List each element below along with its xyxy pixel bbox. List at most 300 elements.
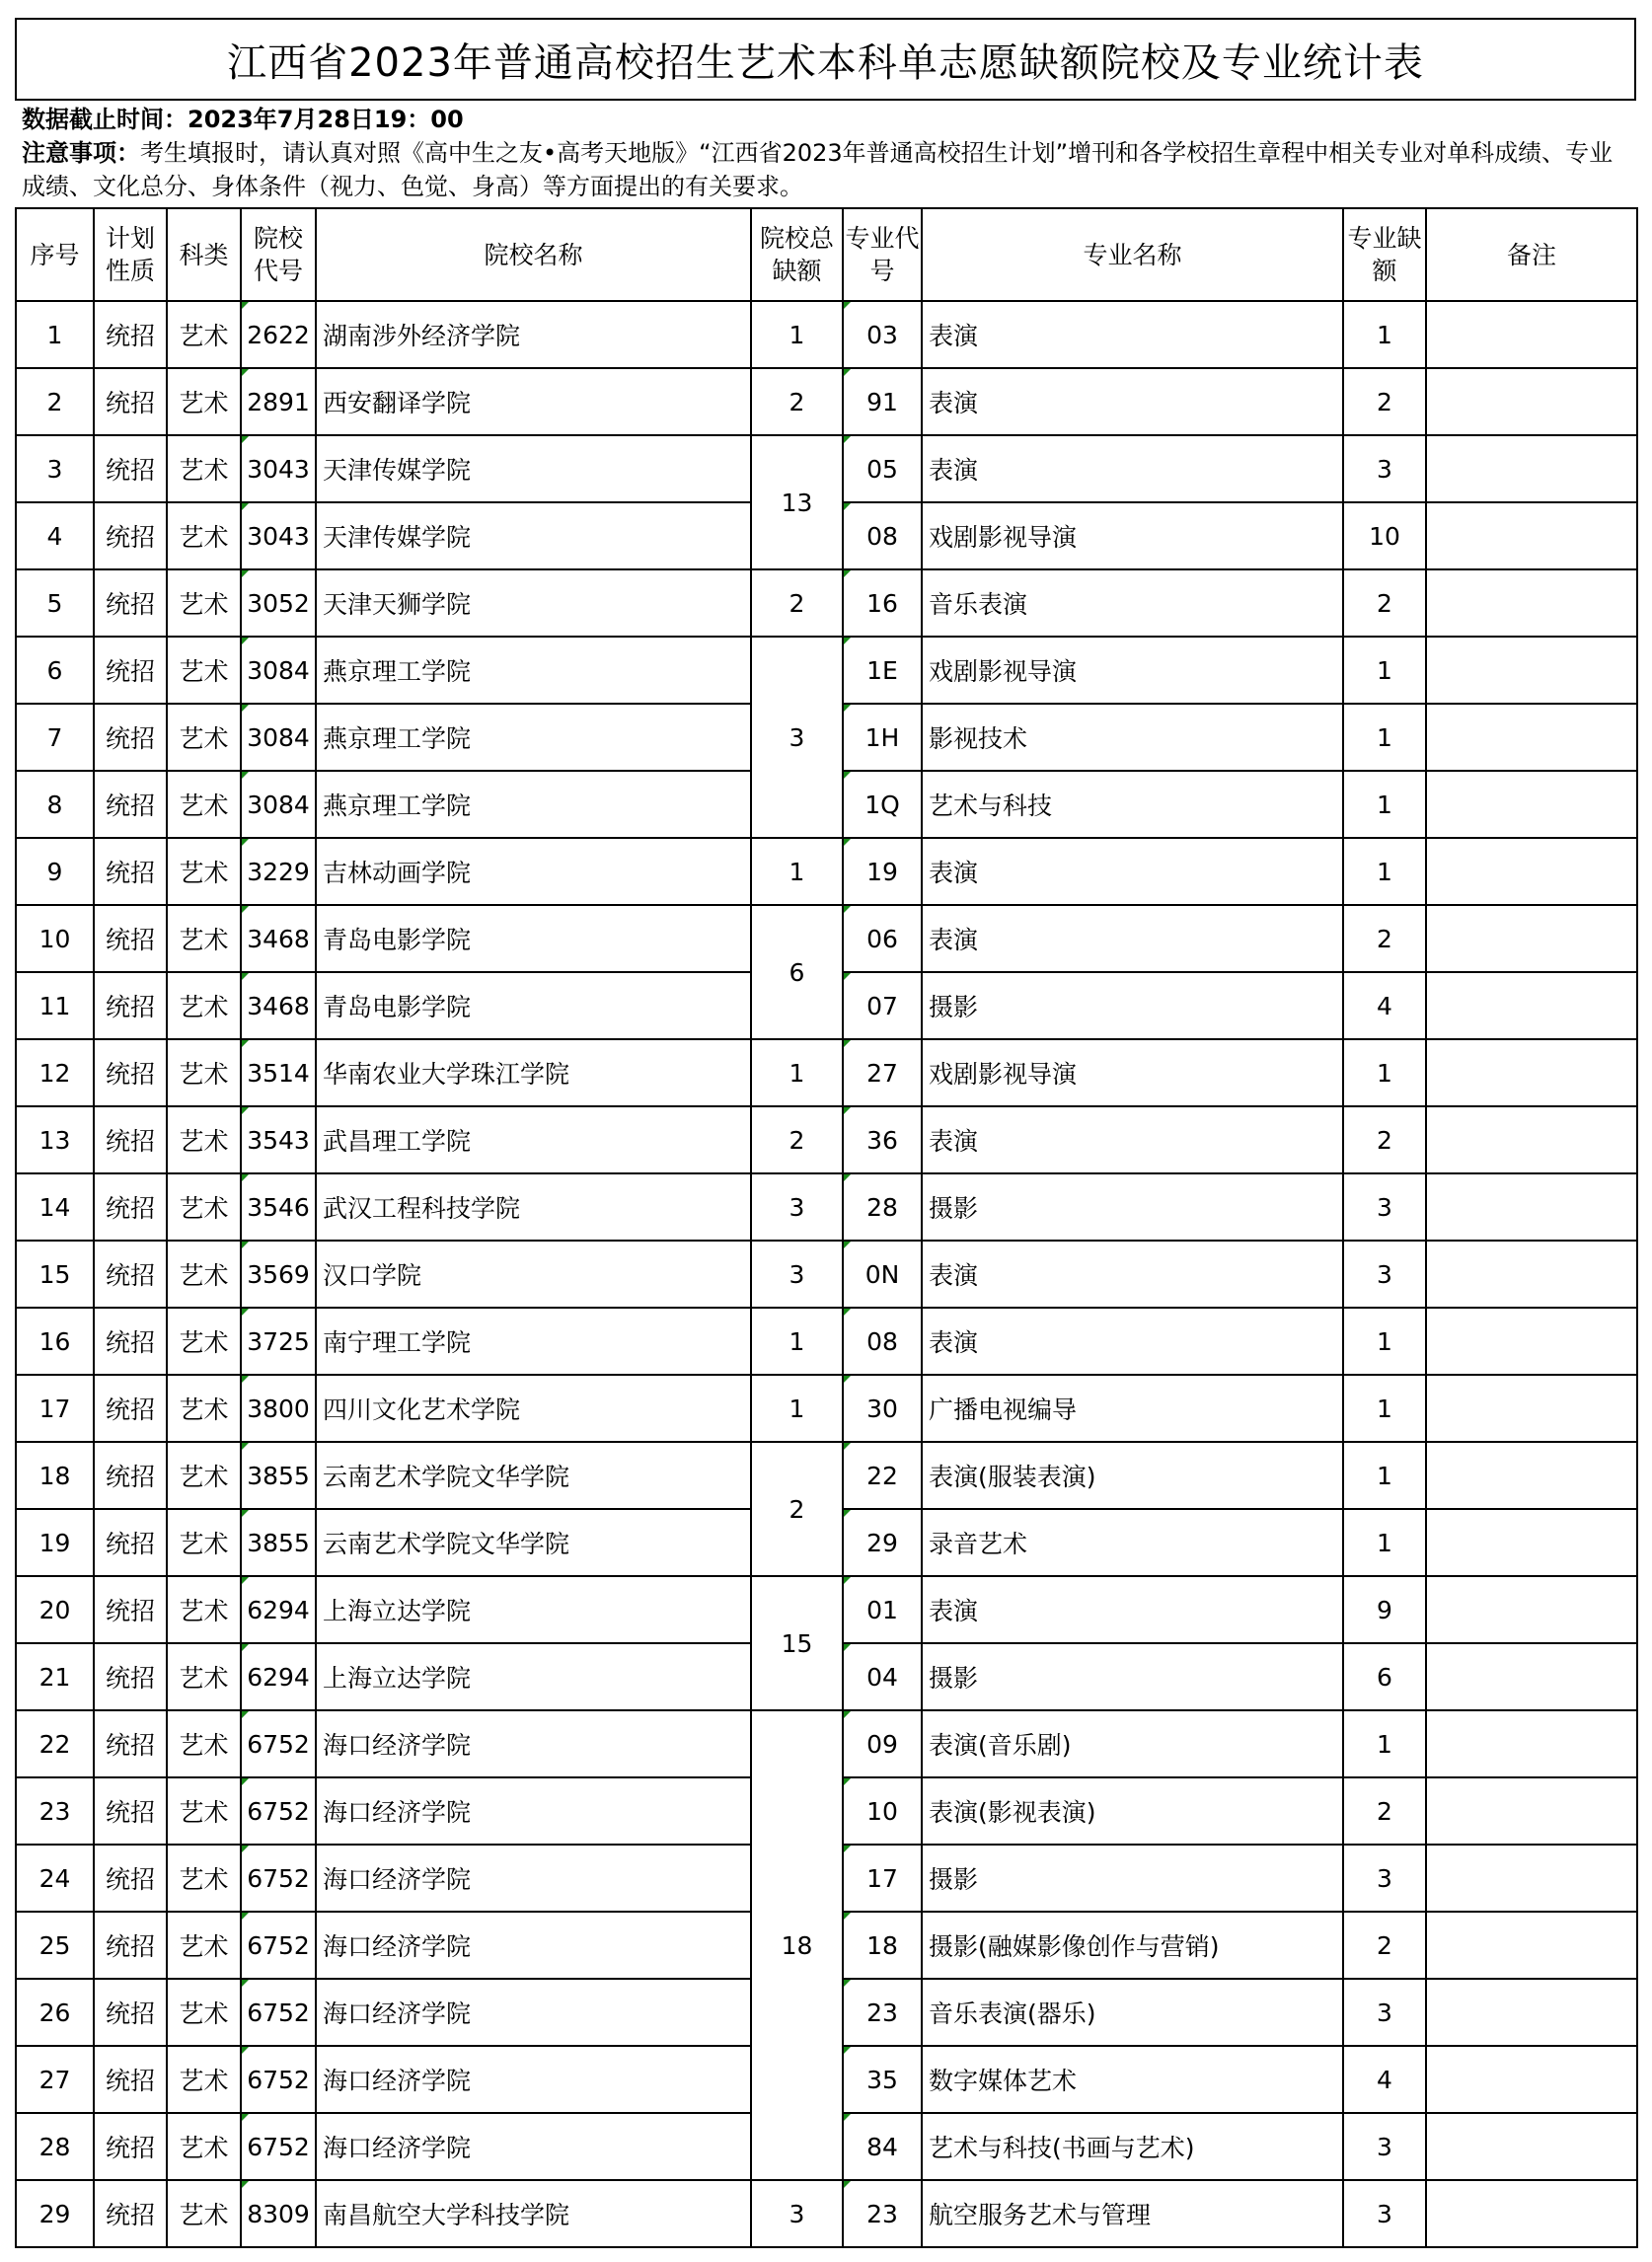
table-row <box>16 1308 1637 1375</box>
cell-school-code: 6752 <box>241 1710 316 1777</box>
cell-major-code: 1Q <box>843 771 922 838</box>
cell-school-code: 6752 <box>241 1777 316 1845</box>
cell-school-total: 3 <box>751 2180 843 2247</box>
cell-major-name: 数字媒体艺术 <box>922 2046 1343 2113</box>
table-row <box>16 569 1637 637</box>
cell-school-code: 2622 <box>241 301 316 368</box>
cell-major-name: 摄影 <box>922 972 1343 1039</box>
cell-school-code: 3855 <box>241 1442 316 1509</box>
header-major-code: 专业代号 <box>843 208 922 301</box>
cell-school-name: 海口经济学院 <box>316 1777 751 1845</box>
header-major-name: 专业名称 <box>922 208 1343 301</box>
cell-plan-type: 统招 <box>94 1710 167 1777</box>
cell-major-vacancy: 2 <box>1343 368 1426 435</box>
cell-school-name: 海口经济学院 <box>316 1912 751 1979</box>
notice-label: 注意事项： <box>22 139 140 167</box>
cell-major-name: 表演 <box>922 1576 1343 1643</box>
cell-remarks <box>1426 1777 1637 1845</box>
cell-remarks <box>1426 502 1637 569</box>
cell-major-vacancy: 9 <box>1343 1576 1426 1643</box>
cell-major-code: 05 <box>843 435 922 502</box>
cell-seq: 4 <box>16 502 94 569</box>
cell-category: 艺术 <box>167 2113 241 2180</box>
table-row <box>16 2180 1637 2247</box>
cell-major-name: 音乐表演 <box>922 569 1343 637</box>
table-row <box>16 1710 1637 1777</box>
table-row <box>16 1375 1637 1442</box>
cell-seq: 11 <box>16 972 94 1039</box>
cell-plan-type: 统招 <box>94 838 167 905</box>
cell-school-total: 2 <box>751 368 843 435</box>
cell-major-vacancy: 3 <box>1343 435 1426 502</box>
cell-plan-type: 统招 <box>94 1173 167 1241</box>
cell-seq: 5 <box>16 569 94 637</box>
cell-major-name: 表演 <box>922 1308 1343 1375</box>
cell-major-vacancy: 10 <box>1343 502 1426 569</box>
cell-remarks <box>1426 1173 1637 1241</box>
cell-plan-type: 统招 <box>94 1777 167 1845</box>
cell-school-code: 6752 <box>241 1912 316 1979</box>
cell-major-name: 录音艺术 <box>922 1509 1343 1576</box>
cell-major-vacancy: 3 <box>1343 1241 1426 1308</box>
cell-plan-type: 统招 <box>94 637 167 704</box>
vacancy-table <box>15 207 1638 2248</box>
cell-major-vacancy: 2 <box>1343 569 1426 637</box>
cell-school-total: 2 <box>751 1442 843 1576</box>
cell-seq: 9 <box>16 838 94 905</box>
cell-school-name: 西安翻译学院 <box>316 368 751 435</box>
cell-school-code: 3043 <box>241 502 316 569</box>
cell-school-name: 南宁理工学院 <box>316 1308 751 1375</box>
cell-major-name: 广播电视编导 <box>922 1375 1343 1442</box>
cell-remarks <box>1426 368 1637 435</box>
cell-major-vacancy: 1 <box>1343 1039 1426 1106</box>
header-category: 科类 <box>167 208 241 301</box>
table-row <box>16 1241 1637 1308</box>
notice-line <box>22 136 1630 203</box>
cell-plan-type: 统招 <box>94 502 167 569</box>
cell-major-name: 影视技术 <box>922 704 1343 771</box>
cell-seq: 27 <box>16 2046 94 2113</box>
cell-major-vacancy: 3 <box>1343 1173 1426 1241</box>
cell-major-name: 表演(音乐剧) <box>922 1710 1343 1777</box>
cell-major-vacancy: 3 <box>1343 1979 1426 2046</box>
cell-remarks <box>1426 637 1637 704</box>
cell-category: 艺术 <box>167 435 241 502</box>
cell-school-name: 湖南涉外经济学院 <box>316 301 751 368</box>
cell-category: 艺术 <box>167 1979 241 2046</box>
cell-school-code: 8309 <box>241 2180 316 2247</box>
cell-school-total: 13 <box>751 435 843 569</box>
cell-major-code: 23 <box>843 2180 922 2247</box>
cell-remarks <box>1426 1576 1637 1643</box>
cell-seq: 3 <box>16 435 94 502</box>
cell-remarks <box>1426 838 1637 905</box>
header-school-code: 院校代号 <box>241 208 316 301</box>
cell-school-name: 天津天狮学院 <box>316 569 751 637</box>
cell-school-code: 6294 <box>241 1576 316 1643</box>
cell-category: 艺术 <box>167 1241 241 1308</box>
cell-school-code: 3229 <box>241 838 316 905</box>
cell-major-name: 摄影 <box>922 1845 1343 1912</box>
cell-school-total: 2 <box>751 569 843 637</box>
cell-school-name: 南昌航空大学科技学院 <box>316 2180 751 2247</box>
cell-school-code: 6752 <box>241 2113 316 2180</box>
cell-major-vacancy: 3 <box>1343 1845 1426 1912</box>
cell-category: 艺术 <box>167 2046 241 2113</box>
cell-major-code: 06 <box>843 905 922 972</box>
cell-major-vacancy: 2 <box>1343 1912 1426 1979</box>
cell-school-code: 3052 <box>241 569 316 637</box>
cell-school-code: 6752 <box>241 2046 316 2113</box>
cell-category: 艺术 <box>167 1845 241 1912</box>
cell-school-name: 上海立达学院 <box>316 1576 751 1643</box>
cell-major-code: 22 <box>843 1442 922 1509</box>
cell-category: 艺术 <box>167 972 241 1039</box>
notes-block <box>22 103 1630 203</box>
table-row <box>16 1039 1637 1106</box>
cell-seq: 26 <box>16 1979 94 2046</box>
header-seq: 序号 <box>16 208 94 301</box>
cell-school-code: 3546 <box>241 1173 316 1241</box>
cell-category: 艺术 <box>167 1777 241 1845</box>
table-row <box>16 368 1637 435</box>
cell-major-name: 戏剧影视导演 <box>922 502 1343 569</box>
cell-major-vacancy: 2 <box>1343 1106 1426 1173</box>
cell-school-name: 吉林动画学院 <box>316 838 751 905</box>
cell-category: 艺术 <box>167 905 241 972</box>
cell-major-code: 1E <box>843 637 922 704</box>
cell-plan-type: 统招 <box>94 569 167 637</box>
cell-major-name: 表演(影视表演) <box>922 1777 1343 1845</box>
cell-remarks <box>1426 2113 1637 2180</box>
cell-seq: 14 <box>16 1173 94 1241</box>
cell-plan-type: 统招 <box>94 704 167 771</box>
cell-major-code: 17 <box>843 1845 922 1912</box>
table-row <box>16 301 1637 368</box>
cell-school-total: 1 <box>751 838 843 905</box>
cell-school-total: 1 <box>751 1308 843 1375</box>
cell-major-name: 表演 <box>922 368 1343 435</box>
cell-major-code: 03 <box>843 301 922 368</box>
cell-major-code: 1H <box>843 704 922 771</box>
cell-remarks <box>1426 1442 1637 1509</box>
cell-school-name: 海口经济学院 <box>316 1710 751 1777</box>
cell-category: 艺术 <box>167 301 241 368</box>
cell-major-code: 07 <box>843 972 922 1039</box>
deadline-line <box>22 103 1630 136</box>
cell-remarks <box>1426 1643 1637 1710</box>
cell-seq: 22 <box>16 1710 94 1777</box>
cell-school-name: 海口经济学院 <box>316 1845 751 1912</box>
cell-major-name: 表演 <box>922 905 1343 972</box>
table-row <box>16 1442 1637 1509</box>
cell-plan-type: 统招 <box>94 435 167 502</box>
cell-seq: 7 <box>16 704 94 771</box>
cell-school-total: 6 <box>751 905 843 1039</box>
cell-school-name: 天津传媒学院 <box>316 435 751 502</box>
cell-school-total: 1 <box>751 1375 843 1442</box>
cell-major-code: 35 <box>843 2046 922 2113</box>
cell-plan-type: 统招 <box>94 1375 167 1442</box>
cell-school-total: 15 <box>751 1576 843 1710</box>
cell-remarks <box>1426 435 1637 502</box>
cell-seq: 13 <box>16 1106 94 1173</box>
cell-remarks <box>1426 301 1637 368</box>
cell-major-code: 91 <box>843 368 922 435</box>
cell-plan-type: 统招 <box>94 301 167 368</box>
cell-seq: 8 <box>16 771 94 838</box>
cell-major-code: 36 <box>843 1106 922 1173</box>
cell-category: 艺术 <box>167 838 241 905</box>
table-row <box>16 435 1637 502</box>
cell-school-name: 燕京理工学院 <box>316 637 751 704</box>
cell-school-code: 3468 <box>241 905 316 972</box>
cell-plan-type: 统招 <box>94 1576 167 1643</box>
cell-category: 艺术 <box>167 1643 241 1710</box>
cell-major-name: 摄影 <box>922 1643 1343 1710</box>
cell-school-total: 3 <box>751 1241 843 1308</box>
cell-remarks <box>1426 1039 1637 1106</box>
title-box <box>15 18 1636 101</box>
cell-school-code: 3569 <box>241 1241 316 1308</box>
cell-major-vacancy: 1 <box>1343 838 1426 905</box>
cell-major-vacancy: 3 <box>1343 2180 1426 2247</box>
cell-school-total: 1 <box>751 301 843 368</box>
cell-remarks <box>1426 1845 1637 1912</box>
cell-major-name: 航空服务艺术与管理 <box>922 2180 1343 2247</box>
header-major-vacancy: 专业缺额 <box>1343 208 1426 301</box>
cell-plan-type: 统招 <box>94 1039 167 1106</box>
cell-category: 艺术 <box>167 1509 241 1576</box>
cell-major-name: 表演 <box>922 838 1343 905</box>
cell-seq: 1 <box>16 301 94 368</box>
cell-major-code: 10 <box>843 1777 922 1845</box>
table-row <box>16 1576 1637 1643</box>
cell-school-code: 3514 <box>241 1039 316 1106</box>
cell-plan-type: 统招 <box>94 1845 167 1912</box>
header-school-name: 院校名称 <box>316 208 751 301</box>
cell-school-name: 天津传媒学院 <box>316 502 751 569</box>
cell-school-code: 3855 <box>241 1509 316 1576</box>
cell-major-name: 摄影 <box>922 1173 1343 1241</box>
cell-category: 艺术 <box>167 1442 241 1509</box>
cell-school-total: 3 <box>751 637 843 838</box>
cell-remarks <box>1426 1509 1637 1576</box>
cell-school-code: 3468 <box>241 972 316 1039</box>
cell-school-name: 海口经济学院 <box>316 1979 751 2046</box>
cell-major-code: 09 <box>843 1710 922 1777</box>
cell-category: 艺术 <box>167 1106 241 1173</box>
cell-remarks <box>1426 2046 1637 2113</box>
cell-major-name: 表演 <box>922 435 1343 502</box>
header-plan-type: 计划性质 <box>94 208 167 301</box>
cell-category: 艺术 <box>167 1308 241 1375</box>
cell-category: 艺术 <box>167 637 241 704</box>
cell-school-name: 武汉工程科技学院 <box>316 1173 751 1241</box>
cell-major-name: 表演(服装表演) <box>922 1442 1343 1509</box>
cell-school-name: 燕京理工学院 <box>316 704 751 771</box>
cell-plan-type: 统招 <box>94 1106 167 1173</box>
cell-school-code: 3084 <box>241 637 316 704</box>
cell-seq: 29 <box>16 2180 94 2247</box>
cell-major-vacancy: 1 <box>1343 1710 1426 1777</box>
cell-major-code: 23 <box>843 1979 922 2046</box>
cell-plan-type: 统招 <box>94 2046 167 2113</box>
table-header-row <box>16 208 1637 301</box>
cell-major-name: 表演 <box>922 301 1343 368</box>
cell-remarks <box>1426 704 1637 771</box>
cell-school-total: 3 <box>751 1173 843 1241</box>
cell-school-code: 3800 <box>241 1375 316 1442</box>
cell-major-code: 27 <box>843 1039 922 1106</box>
cell-category: 艺术 <box>167 771 241 838</box>
cell-major-vacancy: 6 <box>1343 1643 1426 1710</box>
cell-major-code: 18 <box>843 1912 922 1979</box>
cell-category: 艺术 <box>167 1710 241 1777</box>
cell-seq: 20 <box>16 1576 94 1643</box>
cell-plan-type: 统招 <box>94 771 167 838</box>
cell-remarks <box>1426 1106 1637 1173</box>
cell-seq: 25 <box>16 1912 94 1979</box>
cell-remarks <box>1426 1375 1637 1442</box>
cell-school-name: 燕京理工学院 <box>316 771 751 838</box>
cell-remarks <box>1426 1979 1637 2046</box>
cell-school-code: 6294 <box>241 1643 316 1710</box>
cell-remarks <box>1426 1710 1637 1777</box>
cell-major-code: 84 <box>843 2113 922 2180</box>
cell-plan-type: 统招 <box>94 2180 167 2247</box>
cell-plan-type: 统招 <box>94 1643 167 1710</box>
cell-school-code: 3043 <box>241 435 316 502</box>
cell-major-vacancy: 1 <box>1343 301 1426 368</box>
cell-major-code: 04 <box>843 1643 922 1710</box>
cell-category: 艺术 <box>167 1576 241 1643</box>
cell-school-code: 6752 <box>241 1845 316 1912</box>
cell-plan-type: 统招 <box>94 1979 167 2046</box>
cell-remarks <box>1426 905 1637 972</box>
cell-seq: 17 <box>16 1375 94 1442</box>
cell-major-vacancy: 1 <box>1343 1509 1426 1576</box>
table-row <box>16 905 1637 972</box>
cell-remarks <box>1426 1308 1637 1375</box>
notice-text: 考生填报时，请认真对照《高中生之友•高考天地版》“江西省2023年普通高校招生计划”增刊和各学校招生章程中相关专业对单科成绩、专业成绩、文化总分、身体条件（视力、色觉、身高）等方面提出的有关要求。 <box>22 139 1614 200</box>
cell-seq: 18 <box>16 1442 94 1509</box>
cell-seq: 19 <box>16 1509 94 1576</box>
cell-school-name: 华南农业大学珠江学院 <box>316 1039 751 1106</box>
cell-seq: 21 <box>16 1643 94 1710</box>
cell-major-code: 19 <box>843 838 922 905</box>
cell-major-code: 08 <box>843 1308 922 1375</box>
cell-major-code: 16 <box>843 569 922 637</box>
cell-major-name: 戏剧影视导演 <box>922 637 1343 704</box>
cell-major-name: 戏剧影视导演 <box>922 1039 1343 1106</box>
cell-plan-type: 统招 <box>94 2113 167 2180</box>
cell-major-vacancy: 1 <box>1343 704 1426 771</box>
cell-major-name: 音乐表演(器乐) <box>922 1979 1343 2046</box>
cell-seq: 24 <box>16 1845 94 1912</box>
cell-plan-type: 统招 <box>94 1442 167 1509</box>
cell-school-name: 云南艺术学院文华学院 <box>316 1442 751 1509</box>
cell-major-vacancy: 1 <box>1343 637 1426 704</box>
cell-category: 艺术 <box>167 1375 241 1442</box>
cell-seq: 15 <box>16 1241 94 1308</box>
cell-major-code: 30 <box>843 1375 922 1442</box>
cell-school-name: 四川文化艺术学院 <box>316 1375 751 1442</box>
cell-category: 艺术 <box>167 2180 241 2247</box>
table-row <box>16 637 1637 704</box>
cell-major-code: 29 <box>843 1509 922 1576</box>
cell-major-name: 艺术与科技 <box>922 771 1343 838</box>
cell-major-vacancy: 2 <box>1343 905 1426 972</box>
cell-plan-type: 统招 <box>94 1241 167 1308</box>
deadline-label: 数据截止时间： <box>22 106 188 133</box>
cell-seq: 23 <box>16 1777 94 1845</box>
cell-plan-type: 统招 <box>94 972 167 1039</box>
cell-seq: 10 <box>16 905 94 972</box>
header-remarks: 备注 <box>1426 208 1637 301</box>
cell-major-vacancy: 1 <box>1343 1308 1426 1375</box>
cell-school-name: 青岛电影学院 <box>316 972 751 1039</box>
cell-school-total: 2 <box>751 1106 843 1173</box>
cell-remarks <box>1426 1912 1637 1979</box>
cell-seq: 16 <box>16 1308 94 1375</box>
cell-category: 艺术 <box>167 704 241 771</box>
table-row <box>16 1173 1637 1241</box>
cell-school-total: 18 <box>751 1710 843 2180</box>
cell-category: 艺术 <box>167 368 241 435</box>
cell-plan-type: 统招 <box>94 905 167 972</box>
cell-category: 艺术 <box>167 502 241 569</box>
cell-plan-type: 统招 <box>94 1509 167 1576</box>
cell-seq: 6 <box>16 637 94 704</box>
deadline-value: 2023年7月28日19：00 <box>188 106 464 133</box>
cell-remarks <box>1426 2180 1637 2247</box>
cell-plan-type: 统招 <box>94 1308 167 1375</box>
cell-remarks <box>1426 972 1637 1039</box>
cell-school-code: 3725 <box>241 1308 316 1375</box>
cell-major-vacancy: 3 <box>1343 2113 1426 2180</box>
cell-plan-type: 统招 <box>94 368 167 435</box>
cell-remarks <box>1426 569 1637 637</box>
table-row <box>16 1106 1637 1173</box>
cell-major-code: 0N <box>843 1241 922 1308</box>
cell-major-vacancy: 1 <box>1343 1375 1426 1442</box>
cell-category: 艺术 <box>167 1912 241 1979</box>
cell-school-name: 上海立达学院 <box>316 1643 751 1710</box>
cell-seq: 2 <box>16 368 94 435</box>
cell-category: 艺术 <box>167 1173 241 1241</box>
cell-school-name: 海口经济学院 <box>316 2046 751 2113</box>
cell-remarks <box>1426 1241 1637 1308</box>
cell-plan-type: 统招 <box>94 1912 167 1979</box>
cell-major-vacancy: 1 <box>1343 1442 1426 1509</box>
table-row <box>16 838 1637 905</box>
cell-category: 艺术 <box>167 1039 241 1106</box>
cell-major-name: 表演 <box>922 1106 1343 1173</box>
cell-major-name: 表演 <box>922 1241 1343 1308</box>
cell-major-vacancy: 1 <box>1343 771 1426 838</box>
cell-school-code: 6752 <box>241 1979 316 2046</box>
cell-school-code: 3084 <box>241 771 316 838</box>
cell-school-name: 海口经济学院 <box>316 2113 751 2180</box>
table-body <box>16 301 1637 2247</box>
header-school-total: 院校总缺额 <box>751 208 843 301</box>
cell-major-code: 28 <box>843 1173 922 1241</box>
cell-school-name: 汉口学院 <box>316 1241 751 1308</box>
cell-seq: 28 <box>16 2113 94 2180</box>
cell-school-name: 云南艺术学院文华学院 <box>316 1509 751 1576</box>
